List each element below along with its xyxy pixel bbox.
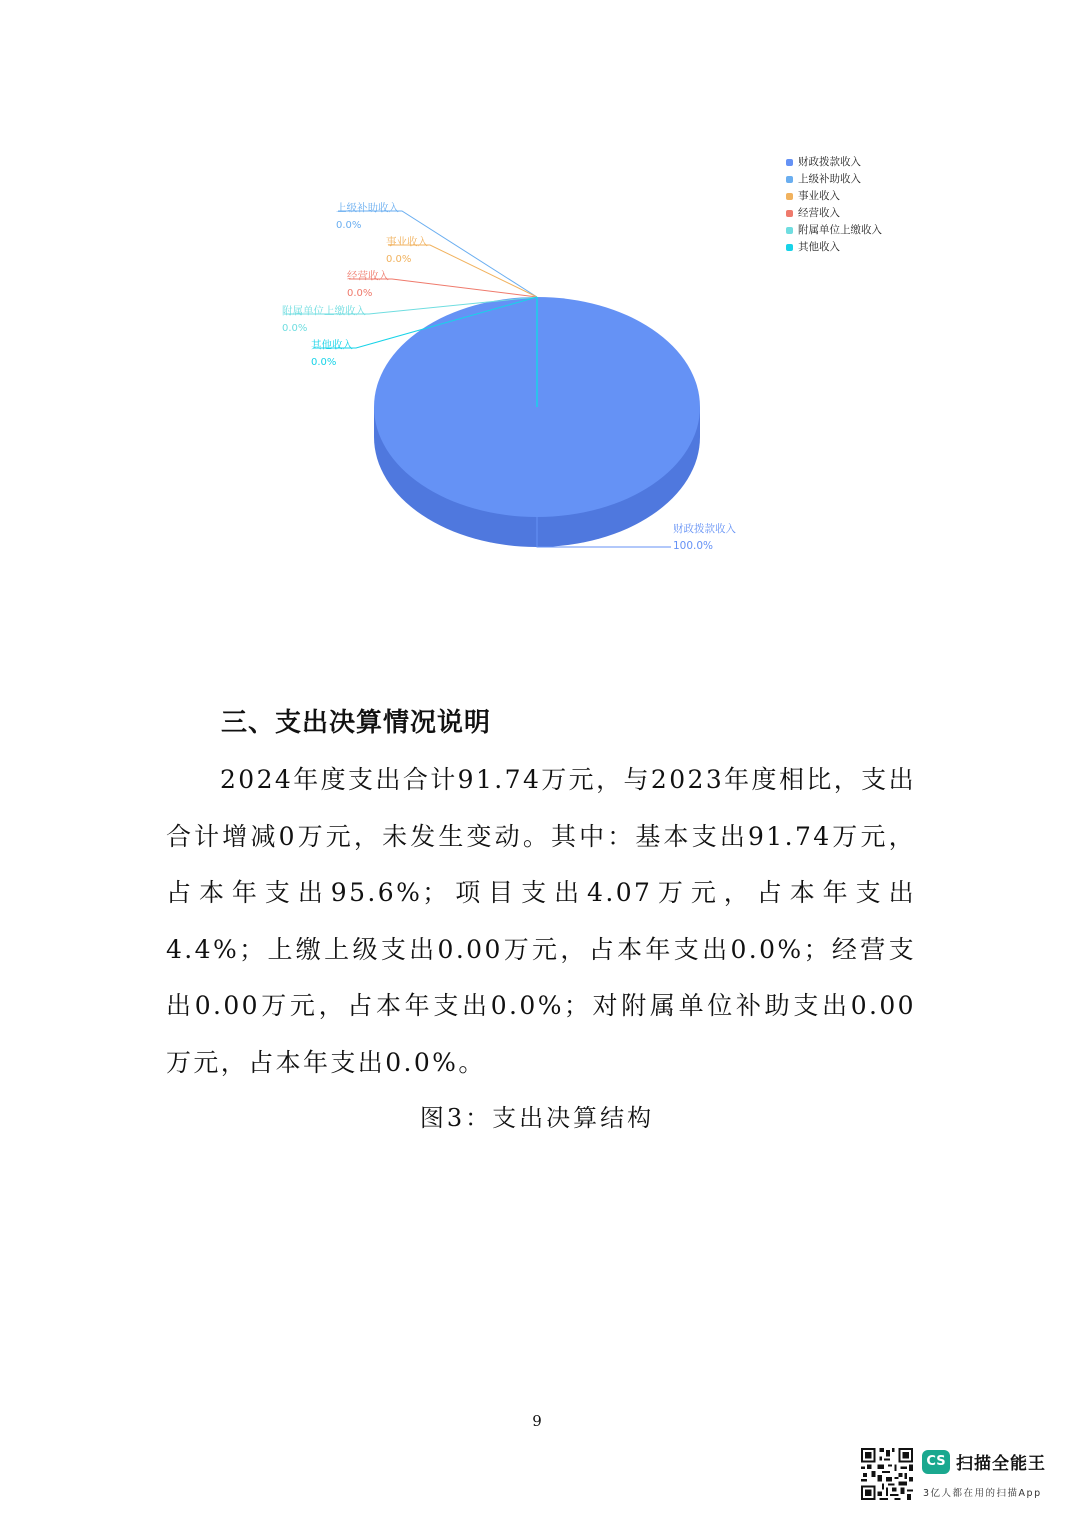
slice-label: 财政拨款收入 bbox=[673, 523, 736, 535]
slice-label: 上级补助收入 bbox=[336, 202, 399, 214]
legend-swatch-icon bbox=[786, 227, 793, 234]
legend-item bbox=[786, 222, 882, 239]
legend-label: 财政拨款收入 bbox=[798, 156, 861, 168]
slice-label: 附属单位上缴收入 bbox=[282, 305, 366, 317]
slice-label: 事业收入 bbox=[386, 236, 428, 248]
slice-value-label: 0.0% bbox=[347, 288, 373, 299]
legend-item bbox=[786, 171, 882, 188]
slice-value-label: 0.0% bbox=[386, 254, 412, 265]
legend-swatch-icon bbox=[786, 244, 793, 251]
slice-label: 其他收入 bbox=[311, 339, 353, 351]
slice-value-label: 100.0% bbox=[673, 540, 714, 552]
slice-label: 经营收入 bbox=[347, 270, 389, 282]
legend-swatch-icon bbox=[786, 176, 793, 183]
legend-swatch-icon bbox=[786, 193, 793, 200]
leader-line bbox=[388, 245, 537, 297]
scanner-logo-icon: CS bbox=[922, 1450, 950, 1474]
legend-item bbox=[786, 205, 882, 222]
chart-legend bbox=[786, 154, 882, 256]
scanner-app-name: 扫描全能王 bbox=[956, 1454, 1046, 1474]
legend-item bbox=[786, 154, 882, 171]
figure-caption: 图3：支出决算结构 bbox=[419, 1104, 655, 1132]
qr-code-icon bbox=[861, 1448, 913, 1500]
slice-value-label: 0.0% bbox=[311, 357, 337, 368]
slice-value-label: 0.0% bbox=[282, 323, 308, 334]
income-pie-chart bbox=[0, 0, 1074, 600]
slice-value-label: 0.0% bbox=[336, 220, 362, 231]
legend-label: 经营收入 bbox=[798, 207, 840, 219]
legend-item bbox=[786, 239, 882, 256]
scanner-watermark bbox=[861, 1448, 1061, 1502]
legend-label: 其他收入 bbox=[798, 241, 840, 253]
legend-label: 上级补助收入 bbox=[798, 173, 861, 185]
page-number: 9 bbox=[532, 1412, 542, 1430]
section-title: 三、支出决算情况说明 bbox=[221, 708, 492, 738]
body-paragraph: 2024年度支出合计91.74万元，与2023年度相比，支出合计增减0万元，未发生变动。其中：基本支出91.74万元，占本年支出95.6%；项目支出4.07万元，占本年支出4.4%；上缴上级支出0.00万元，占本年支出0.0%；经营支出0.00万元，占本年支出0.0%；对附属单位补助支出0.00万元，占本年支出0.0%。 bbox=[166, 765, 916, 1077]
legend-swatch-icon bbox=[786, 159, 793, 166]
scanner-tagline: 3亿人都在用的扫描App bbox=[923, 1488, 1042, 1499]
legend-label: 附属单位上缴收入 bbox=[798, 224, 882, 236]
leader-line bbox=[338, 211, 537, 297]
legend-swatch-icon bbox=[786, 210, 793, 217]
legend-item bbox=[786, 188, 882, 205]
legend-label: 事业收入 bbox=[798, 190, 840, 202]
